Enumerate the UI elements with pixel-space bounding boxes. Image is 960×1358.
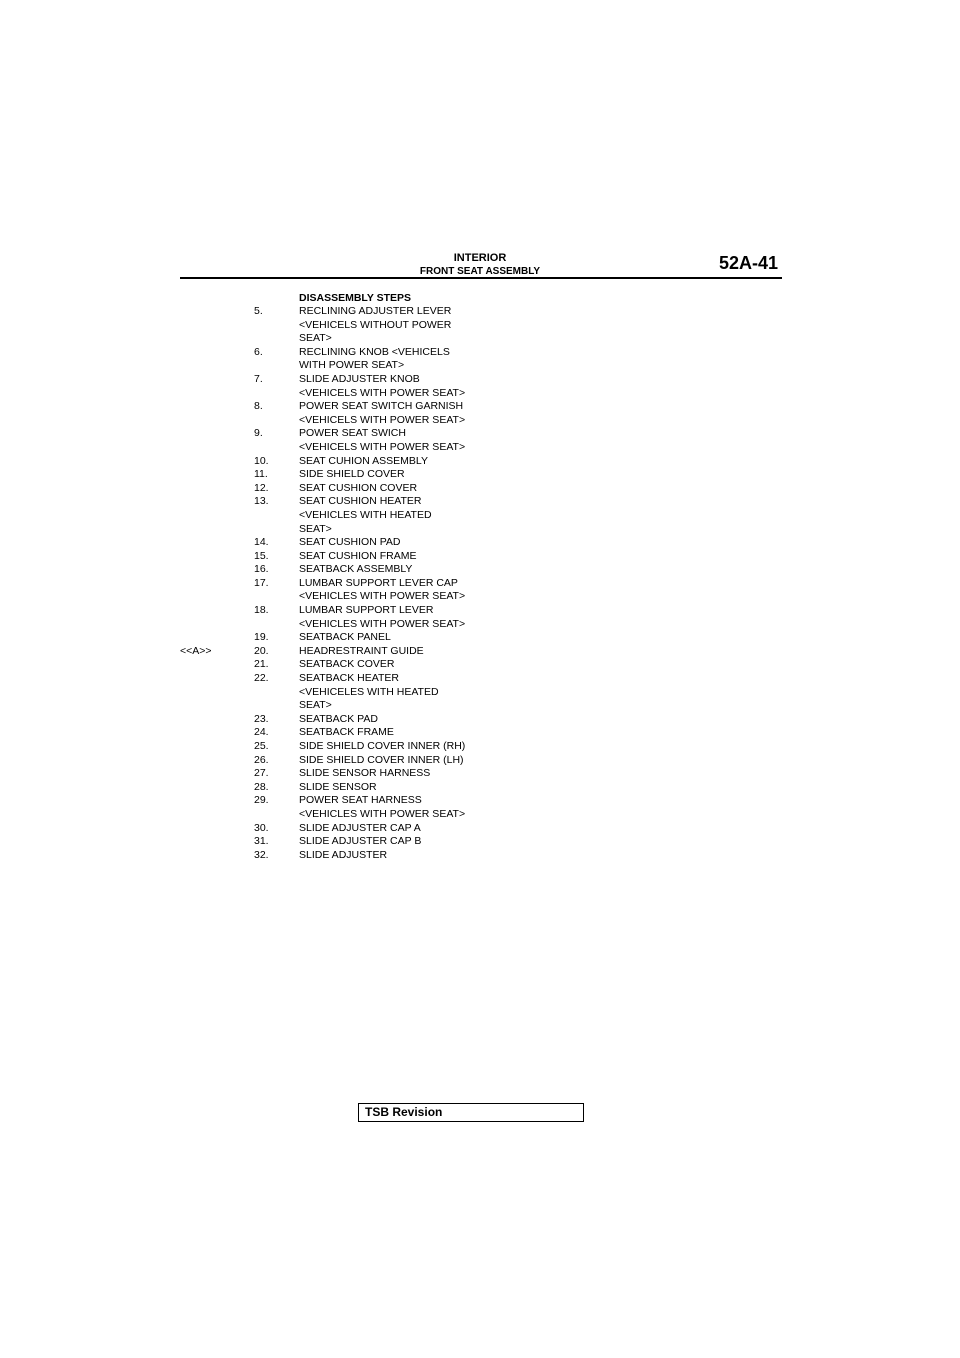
step-number: 21. <box>254 658 269 671</box>
disassembly-steps-list <box>180 305 520 862</box>
step-item <box>180 536 520 550</box>
page-number: 52A-41 <box>718 253 778 273</box>
tsb-revision-label: TSB Revision <box>365 1105 443 1119</box>
step-number: 22. <box>254 672 269 685</box>
step-number: 32. <box>254 848 269 861</box>
step-item <box>180 849 520 863</box>
step-text: SLIDE ADJUSTER CAP B <box>299 835 422 848</box>
step-number: 13. <box>254 495 269 508</box>
step-text: POWER SEAT HARNESS <VEHICLES WITH POWER SEAT> <box>299 794 466 820</box>
step-number: 16. <box>254 563 269 576</box>
step-text: SEATBACK COVER <box>299 658 395 671</box>
step-number: 19. <box>254 631 269 644</box>
step-item <box>180 767 520 781</box>
step-text: SEATBACK HEATER <VEHICELES WITH HEATED SEAT> <box>299 672 439 712</box>
section-title: INTERIOR <box>453 252 507 264</box>
step-number: 15. <box>254 549 269 562</box>
step-text: SIDE SHIELD COVER INNER (LH) <box>299 753 464 766</box>
step-item <box>180 835 520 849</box>
step-text: RECLINING KNOB <VEHICELS WITH POWER SEAT> <box>299 345 450 372</box>
step-item <box>180 482 520 496</box>
step-item <box>180 781 520 795</box>
step-text: LUMBAR SUPPORT LEVER <VEHICLES WITH POWER SEAT> <box>299 604 466 630</box>
step-item <box>180 346 520 373</box>
step-number: 25. <box>254 740 269 752</box>
step-text: RECLINING ADJUSTER LEVER <VEHICELS WITHOUT POWER SEAT> <box>299 305 452 345</box>
step-item <box>180 495 520 536</box>
step-text: POWER SEAT SWITCH GARNISH <VEHICELS WITH POWER SEAT> <box>299 400 466 426</box>
step-item <box>180 672 520 713</box>
step-item <box>180 577 520 604</box>
step-item <box>180 550 520 564</box>
subsection-title: FRONT SEAT ASSEMBLY <box>419 266 541 277</box>
step-number: 8. <box>254 400 263 413</box>
step-text: SEAT CUSHION COVER <box>299 481 418 494</box>
step-text: SEATBACK PAD <box>299 712 378 725</box>
step-text: SIDE SHIELD COVER INNER (RH) <box>299 740 466 752</box>
step-item <box>180 740 520 754</box>
step-item <box>180 305 520 346</box>
step-item <box>180 604 520 631</box>
step-text: SEATBACK PANEL <box>299 631 391 644</box>
step-number: 7. <box>254 372 263 385</box>
step-number: 23. <box>254 712 269 725</box>
step-text: SLIDE ADJUSTER CAP A <box>299 821 421 834</box>
step-text: SEAT CUHION ASSEMBLY <box>299 454 428 467</box>
tsb-revision-box <box>358 1103 584 1122</box>
step-number: 29. <box>254 794 269 807</box>
step-text: SEATBACK ASSEMBLY <box>299 563 413 576</box>
step-item <box>180 794 520 821</box>
step-number: 20. <box>254 644 269 657</box>
step-number: 14. <box>254 536 269 549</box>
step-number: 18. <box>254 604 269 617</box>
step-item <box>180 455 520 469</box>
step-text: HEADRESTRAINT GUIDE <box>299 644 424 657</box>
step-number: 6. <box>254 345 263 358</box>
step-item <box>180 822 520 836</box>
step-text: SIDE SHIELD COVER <box>299 468 405 481</box>
step-number: 26. <box>254 753 269 766</box>
step-number: 10. <box>254 454 269 467</box>
step-text: SEAT CUSHION PAD <box>299 536 401 549</box>
step-text: SLIDE SENSOR <box>299 780 377 793</box>
step-number: 27. <box>254 767 269 780</box>
step-text: SLIDE ADJUSTER <box>299 848 388 861</box>
step-item <box>180 754 520 768</box>
step-number: 17. <box>254 576 269 589</box>
step-item <box>180 726 520 740</box>
step-item <box>180 400 520 427</box>
step-text: POWER SEAT SWICH <VEHICELS WITH POWER SEAT> <box>299 427 466 453</box>
step-number: 30. <box>254 821 269 834</box>
step-item <box>180 563 520 577</box>
step-number: 31. <box>254 835 269 848</box>
header-rule <box>180 277 782 279</box>
step-number: 24. <box>254 726 269 739</box>
step-item <box>180 631 520 645</box>
step-number: 11. <box>254 468 268 481</box>
step-reference-mark: <<A>> <box>180 644 212 657</box>
step-number: 9. <box>254 427 263 440</box>
step-text: LUMBAR SUPPORT LEVER CAP <VEHICLES WITH POWER SEAT> <box>299 576 466 603</box>
step-item <box>180 468 520 482</box>
steps-heading: DISASSEMBLY STEPS <box>299 292 412 304</box>
step-text: SEAT CUSHION FRAME <box>299 549 417 562</box>
step-item <box>180 373 520 400</box>
step-number: 28. <box>254 780 269 793</box>
step-text: SEATBACK FRAME <box>299 726 394 739</box>
step-number: 5. <box>254 305 263 317</box>
step-number: 12. <box>254 481 269 494</box>
step-item <box>180 645 520 659</box>
step-item <box>180 658 520 672</box>
step-item <box>180 713 520 727</box>
step-text: SEAT CUSHION HEATER <VEHICLES WITH HEATED SEAT> <box>299 495 432 535</box>
step-text: SLIDE SENSOR HARNESS <box>299 767 431 780</box>
step-text: SLIDE ADJUSTER KNOB <VEHICELS WITH POWER SEAT> <box>299 372 466 399</box>
step-item <box>180 427 520 454</box>
